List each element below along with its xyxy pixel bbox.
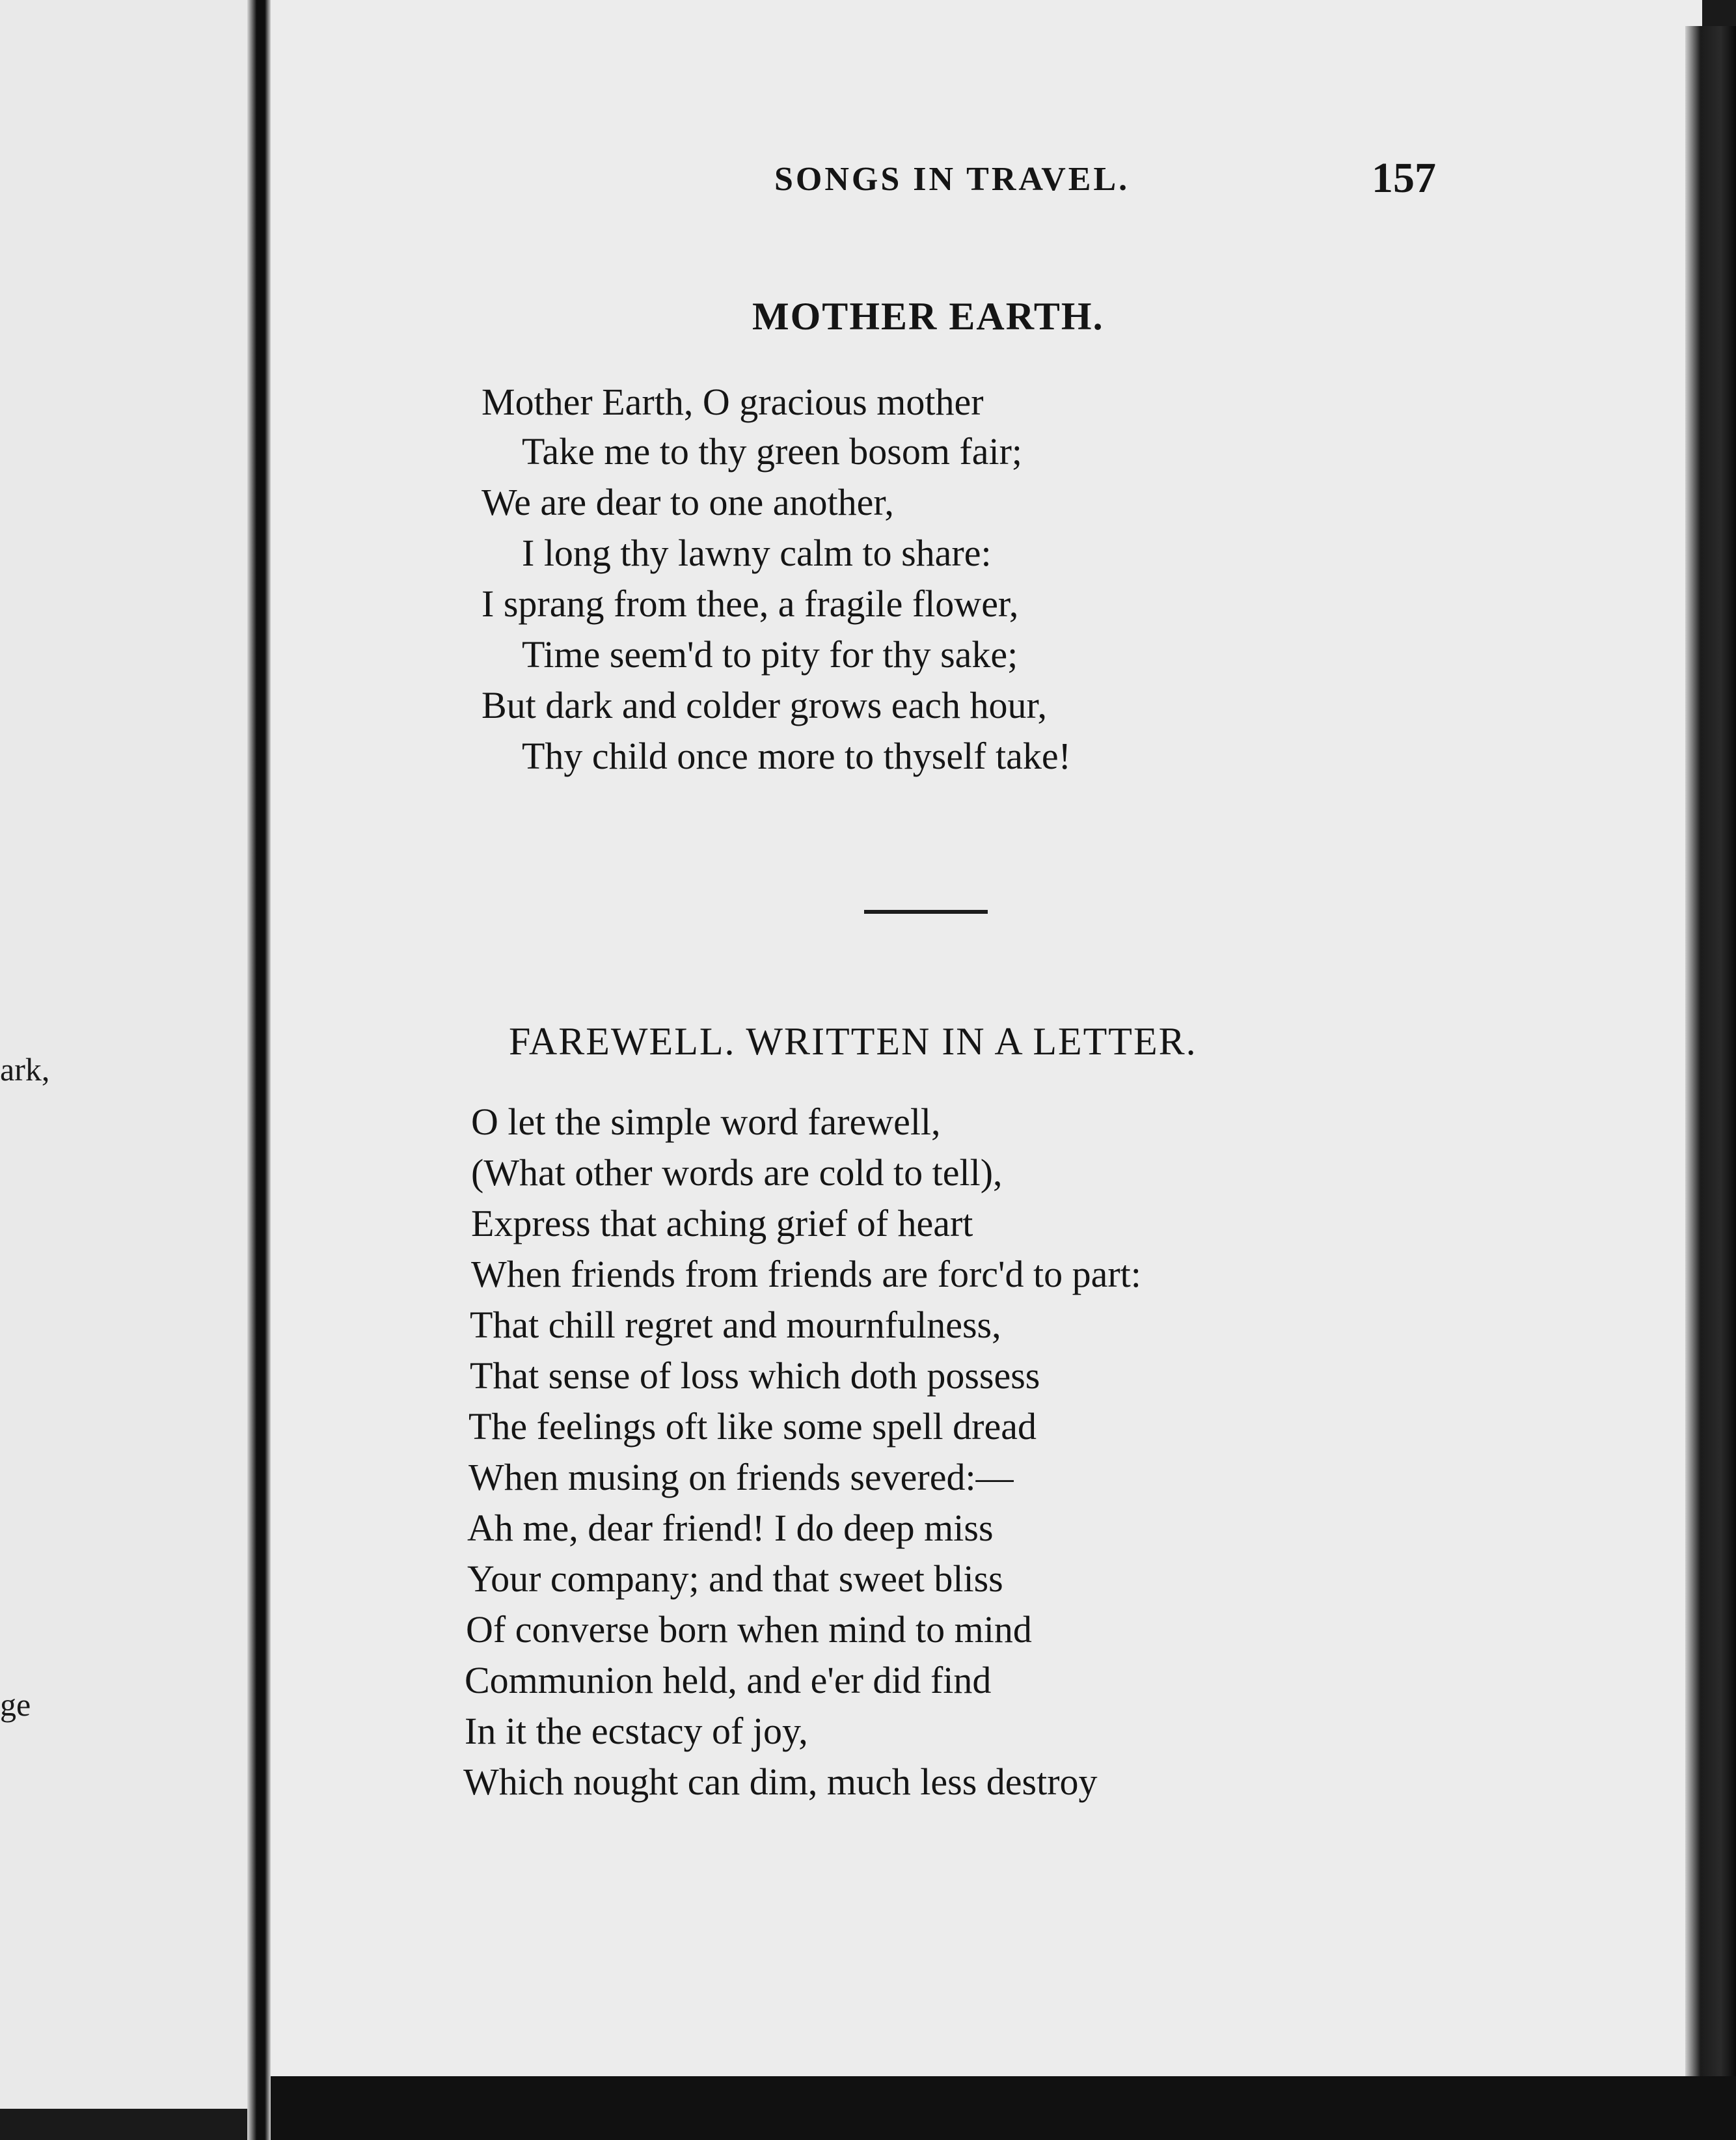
poem-line: Communion held, and e'er did find — [465, 1659, 992, 1701]
poem-line: I long thy lawny calm to share: — [522, 532, 992, 574]
page-edge — [1685, 26, 1736, 2140]
poem-line: When musing on friends severed:— — [468, 1456, 1014, 1498]
book-gutter — [247, 0, 271, 2140]
page-number: 157 — [1372, 154, 1436, 202]
poem-line: Express that aching grief of heart — [471, 1202, 973, 1244]
poem-line: That chill regret and mournfulness, — [470, 1304, 1001, 1346]
poem-title: FAREWELL. WRITTEN IN A LETTER. — [509, 1020, 1197, 1063]
poem-line: O let the simple word farewell, — [471, 1101, 941, 1143]
left-facing-page — [0, 0, 259, 2109]
poem-line: In it the ecstacy of joy, — [465, 1710, 808, 1752]
poem-line: But dark and colder grows each hour, — [481, 684, 1048, 726]
poem-line: When friends from friends are forc'd to part: — [471, 1253, 1141, 1295]
poem-line: Which nought can dim, much less destroy — [463, 1761, 1098, 1803]
left-page-fragment: ge — [0, 1686, 31, 1723]
poem-line: We are dear to one another, — [481, 481, 894, 523]
poem-line: Take me to thy green bosom fair; — [522, 430, 1023, 473]
section-divider — [864, 910, 988, 914]
poem-title: MOTHER EARTH. — [752, 295, 1104, 338]
poem-line: I sprang from thee, a fragile flower, — [481, 583, 1019, 625]
poem-line: Of converse born when mind to mind — [466, 1608, 1032, 1651]
page-bottom-shadow — [271, 2076, 1736, 2140]
poem-line: Thy child once more to thyself take! — [522, 735, 1071, 777]
running-head: SONGS IN TRAVEL. — [774, 161, 1130, 198]
poem-line: Time seem'd to pity for thy sake; — [522, 633, 1018, 676]
poem-line: (What other words are cold to tell), — [471, 1151, 1003, 1194]
poem-line: Mother Earth, O gracious mother — [481, 381, 984, 423]
poem-line: The feelings oft like some spell dread — [468, 1405, 1037, 1447]
poem-line: Your company; and that sweet bliss — [467, 1557, 1003, 1600]
poem-line: Ah me, dear friend! I do deep miss — [467, 1507, 994, 1549]
left-page-fragment: ark, — [0, 1051, 50, 1088]
poem-line: That sense of loss which doth possess — [470, 1354, 1040, 1397]
